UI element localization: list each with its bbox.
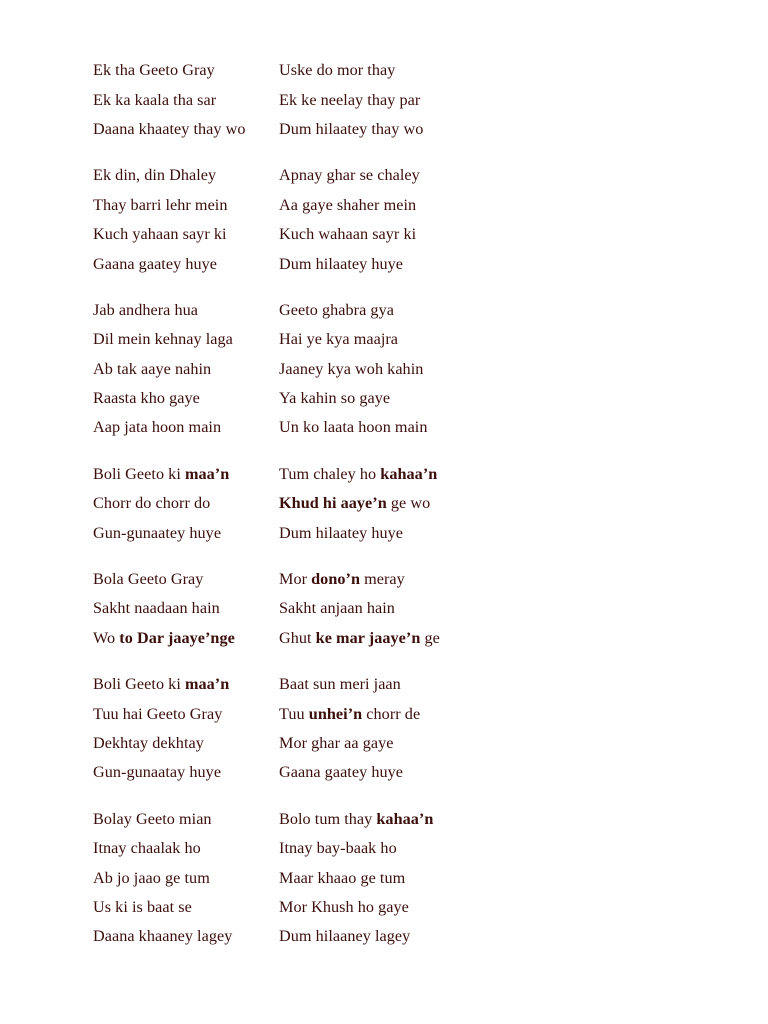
- verse-text: Mor: [279, 570, 312, 589]
- verse-text: Ab jo jaao ge tum: [93, 868, 210, 887]
- verse-text: Jaaney kya woh kahin: [279, 359, 424, 378]
- verse-line: [93, 161, 693, 190]
- verse-left: [93, 524, 279, 543]
- verse-left: [93, 91, 279, 110]
- verse-text: Uske do mor thay: [279, 61, 396, 80]
- verse-right: [279, 599, 579, 618]
- verse-line: [93, 565, 693, 594]
- verse-emphasis: dono’n: [311, 570, 361, 589]
- verse-text: Mor ghar aa gaye: [279, 734, 394, 752]
- verse-right: [279, 927, 579, 946]
- verse-right: [279, 61, 579, 80]
- verse-right: [279, 330, 579, 349]
- verse-right: [279, 225, 579, 244]
- verse-line: [93, 594, 693, 623]
- verse-right: [279, 418, 579, 437]
- verse-emphasis: Khud hi aaye’n: [279, 494, 387, 513]
- verse-left: [93, 418, 279, 437]
- stanza: [93, 565, 693, 653]
- verse-left: [93, 166, 279, 185]
- verse-text: Us ki is baat se: [93, 897, 192, 916]
- verse-text: Wo: [93, 628, 120, 647]
- verse-line: [93, 805, 693, 834]
- verse-left: [93, 196, 279, 215]
- verse-left: [93, 225, 279, 244]
- verse-line: [93, 296, 693, 325]
- verse-text: Kuch wahaan sayr ki: [279, 225, 417, 244]
- verse-text: Ghut: [279, 628, 316, 647]
- verse-emphasis: kahaa’n: [380, 464, 438, 483]
- verse-text: Un ko laata hoon main: [279, 418, 428, 437]
- stanza: [93, 296, 693, 443]
- verse-text: Sakht anjaan hain: [279, 599, 395, 618]
- verse-text: chorr de: [362, 704, 421, 723]
- verse-text: Jab andhera hua: [93, 300, 199, 319]
- verse-text: Ek ke neelay thay par: [279, 90, 421, 109]
- verse-text: Bolo tum thay: [279, 809, 377, 828]
- verse-text: Kuch yahaan sayr ki: [93, 225, 227, 244]
- verse-text: Bola Geeto Gray: [93, 570, 204, 589]
- verse-right: [279, 869, 579, 888]
- verse-line: [93, 729, 693, 758]
- verse-line: [93, 624, 693, 653]
- verse-text: Chorr do chorr do: [93, 494, 211, 513]
- verse-text: Gun-gunaatey huye: [93, 523, 222, 542]
- verse-text: Bolay Geeto mian: [93, 809, 212, 828]
- verse-left: [93, 599, 279, 618]
- verse-left: [93, 869, 279, 888]
- verse-text: ge: [420, 628, 440, 647]
- verse-right: [279, 166, 579, 185]
- verse-text: Ab tak aaye nahin: [93, 359, 212, 378]
- verse-line: [93, 489, 693, 518]
- verse-text: Ya kahin so gaye: [279, 389, 391, 408]
- verse-left: [93, 734, 279, 753]
- verse-line: [93, 834, 693, 863]
- verse-left: [93, 927, 279, 946]
- verse-left: [93, 705, 279, 724]
- verse-text: Raasta kho gaye: [93, 389, 200, 408]
- stanza: [93, 670, 693, 788]
- verse-line: [93, 56, 693, 85]
- verse-line: [93, 670, 693, 699]
- verse-text: Tum chaley ho: [279, 464, 381, 483]
- verse-left: [93, 570, 279, 589]
- verse-emphasis: ke mar jaaye’n: [315, 628, 421, 647]
- verse-right: [279, 898, 579, 917]
- verse-right: [279, 705, 579, 724]
- verse-text: Itnay chaalak ho: [93, 839, 201, 858]
- verse-text: Dum hilaatey huye: [279, 254, 404, 273]
- verse-line: [93, 758, 693, 787]
- verse-text: Dum hilaatey thay wo: [279, 119, 424, 138]
- verse-left: [93, 465, 279, 484]
- verse-right: [279, 810, 579, 829]
- verse-line: [93, 922, 693, 951]
- verse-right: [279, 763, 579, 782]
- verse-left: [93, 330, 279, 349]
- verse-left: [93, 629, 279, 648]
- verse-line: [93, 460, 693, 489]
- verse-right: [279, 524, 579, 543]
- verse-left: [93, 763, 279, 782]
- verse-text: Dil mein kehnay laga: [93, 330, 233, 349]
- verse-text: Tuu: [279, 704, 309, 723]
- verse-text: Aap jata hoon main: [93, 418, 222, 437]
- verse-line: [93, 863, 693, 892]
- verse-right: [279, 389, 579, 408]
- verse-line: [93, 85, 693, 114]
- verse-text: Boli Geeto ki: [93, 464, 185, 483]
- stanza: [93, 460, 693, 548]
- verse-right: [279, 91, 579, 110]
- verse-right: [279, 301, 579, 320]
- verse-right: [279, 629, 579, 648]
- verse-text: Dekhtay dekhtay: [93, 734, 204, 752]
- verse-right: [279, 494, 579, 513]
- stanza: [93, 56, 693, 144]
- verse-text: Itnay bay-baak ho: [279, 839, 397, 858]
- verse-right: [279, 839, 579, 858]
- verse-line: [93, 249, 693, 278]
- verse-right: [279, 465, 579, 484]
- verse-left: [93, 255, 279, 274]
- verse-text: Baat sun meri jaan: [279, 675, 401, 694]
- verse-right: [279, 675, 579, 694]
- verse-left: [93, 301, 279, 320]
- verse-left: [93, 61, 279, 80]
- verse-right: [279, 255, 579, 274]
- verse-line: [93, 325, 693, 354]
- verse-line: [93, 115, 693, 144]
- verse-left: [93, 360, 279, 379]
- verse-text: Apnay ghar se chaley: [279, 166, 420, 185]
- poem: [93, 56, 693, 969]
- verse-emphasis: maa’n: [184, 675, 230, 694]
- verse-text: Tuu hai Geeto Gray: [93, 704, 223, 723]
- verse-line: [93, 413, 693, 442]
- verse-line: [93, 384, 693, 413]
- verse-emphasis: to Dar jaaye’nge: [119, 628, 235, 647]
- verse-line: [93, 893, 693, 922]
- verse-text: Daana khaaney lagey: [93, 927, 233, 946]
- verse-emphasis: maa’n: [184, 464, 230, 483]
- verse-text: Hai ye kya maajra: [279, 330, 399, 349]
- verse-left: [93, 494, 279, 513]
- verse-text: Daana khaatey thay wo: [93, 119, 246, 138]
- verse-text: Thay barri lehr mein: [93, 195, 228, 214]
- verse-left: [93, 898, 279, 917]
- verse-text: Dum hilaaney lagey: [279, 927, 411, 946]
- verse-left: [93, 389, 279, 408]
- verse-line: [93, 355, 693, 384]
- verse-left: [93, 839, 279, 858]
- verse-text: Boli Geeto ki: [93, 675, 185, 694]
- verse-text: Sakht naadaan hain: [93, 599, 220, 618]
- verse-line: [93, 518, 693, 547]
- verse-line: [93, 220, 693, 249]
- verse-text: Mor Khush ho gaye: [279, 897, 409, 916]
- verse-line: [93, 699, 693, 728]
- verse-text: Ek tha Geeto Gray: [93, 61, 215, 80]
- verse-right: [279, 360, 579, 379]
- verse-right: [279, 120, 579, 139]
- verse-text: Ek din, din Dhaley: [93, 166, 217, 185]
- verse-emphasis: kahaa’n: [376, 809, 434, 828]
- verse-text: Dum hilaatey huye: [279, 523, 404, 542]
- verse-left: [93, 120, 279, 139]
- verse-emphasis: unhei’n: [308, 704, 363, 723]
- verse-text: Ek ka kaala tha sar: [93, 90, 217, 109]
- verse-text: Maar khaao ge tum: [279, 868, 406, 887]
- stanza: [93, 161, 693, 279]
- verse-text: Geeto ghabra gya: [279, 300, 394, 319]
- verse-right: [279, 196, 579, 215]
- verse-text: ge wo: [386, 494, 431, 513]
- verse-right: [279, 734, 579, 753]
- verse-line: [93, 191, 693, 220]
- stanza: [93, 805, 693, 952]
- verse-text: Gun-gunaatay huye: [93, 763, 222, 782]
- verse-text: Gaana gaatey huye: [279, 763, 403, 782]
- verse-left: [93, 810, 279, 829]
- verse-text: Aa gaye shaher mein: [279, 195, 417, 214]
- verse-text: meray: [360, 570, 405, 589]
- verse-left: [93, 675, 279, 694]
- verse-text: Gaana gaatey huye: [93, 254, 217, 273]
- verse-right: [279, 570, 579, 589]
